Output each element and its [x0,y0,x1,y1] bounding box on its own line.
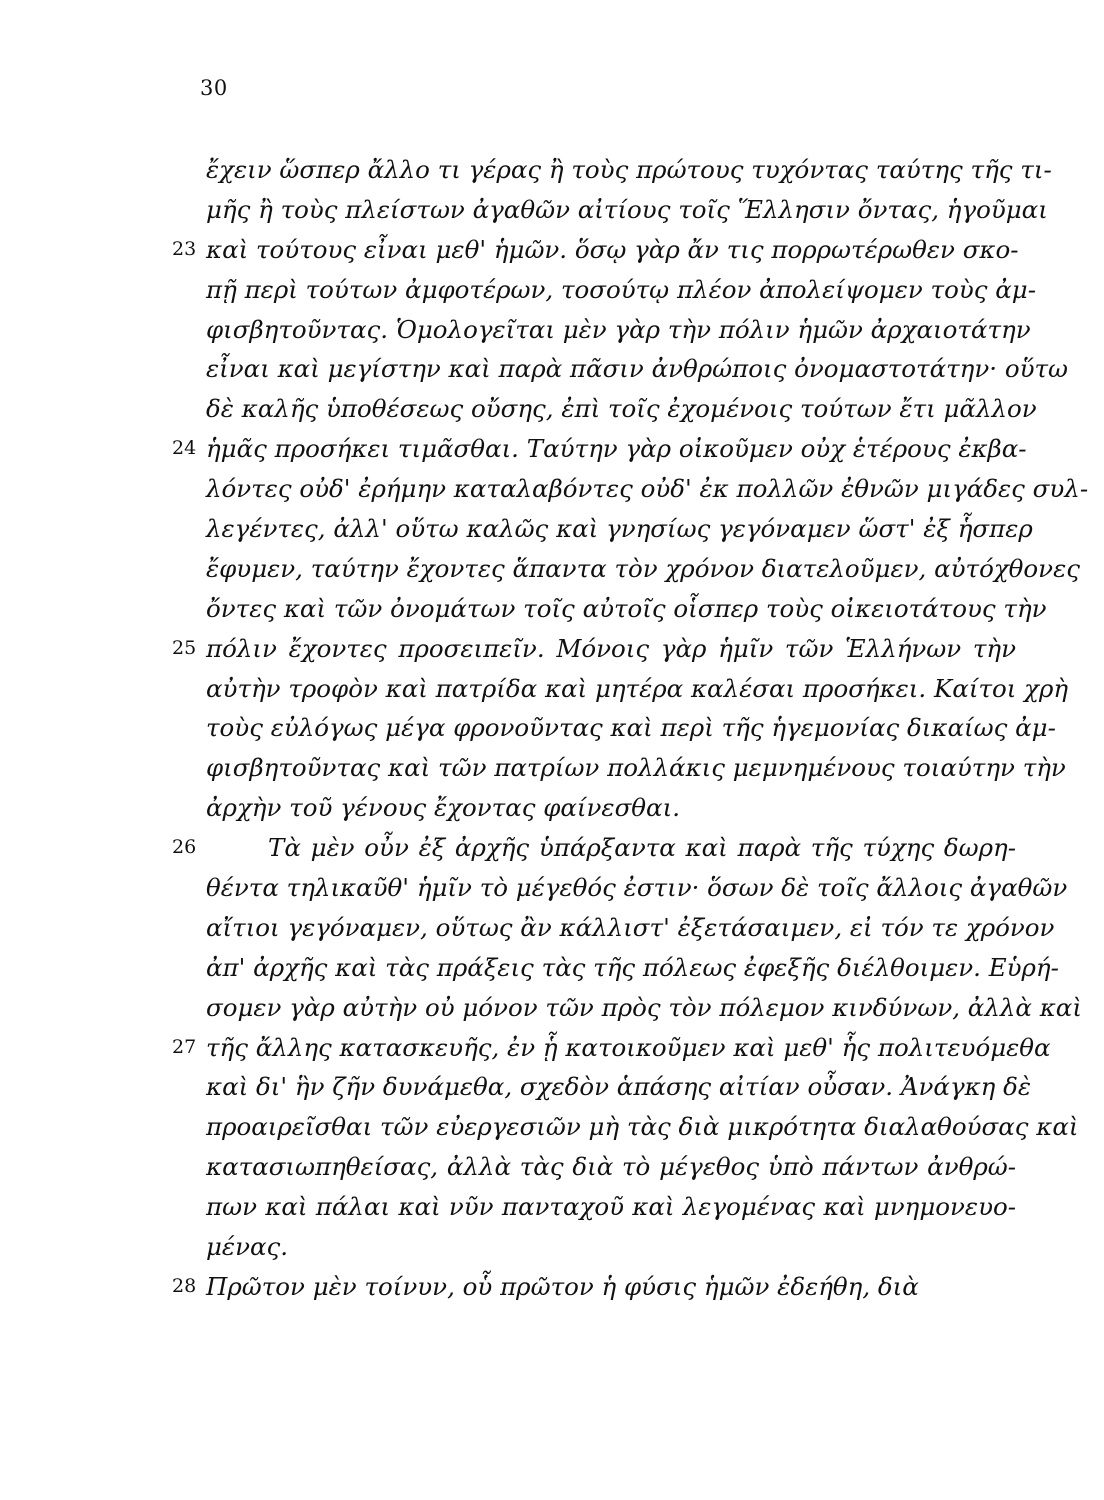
text-line: σομεν γὰρ αὐτὴν οὐ μόνον τῶν πρὸς τὸν πόλεμον κινδύνων, ἀλλὰ καὶ [206,992,1082,1022]
text-line: δὲ καλῆς ὑποθέσεως οὔσης, ἐπὶ τοῖς ἐχομένοις τούτων ἔτι μᾶλλον [206,394,1037,424]
text-line: ἀπ' ἀρχῆς καὶ τὰς πράξεις τὰς τῆς πόλεως ἐφεξῆς διέλθοιμεν. Εὑρή- [206,952,1059,982]
text-line: ἀρχὴν τοῦ γένους ἔχοντας φαίνεσθαι. [206,793,680,823]
text-line: ἔχειν ὥσπερ ἄλλο τι γέρας ἢ τοὺς πρώτους τυχόντας ταύτης τῆς τι- [206,155,1052,184]
section-number: 27 [172,1036,197,1058]
text-line: τοὺς εὐλόγως μέγα φρονοῦντας καὶ περὶ τῆς ἡγεμονίας δικαίως ἀμ- [206,713,1056,743]
text-line: πῇ περὶ τούτων ἀμφοτέρων, τοσούτῳ πλέον ἀπολείψομεν τοὺς ἀμ- [206,274,1036,304]
text-line: καὶ δι' ἣν ζῆν δυνάμεθα, σχεδὸν ἁπάσης αἰτίαν οὖσαν. Ἀνάγκη δὲ [206,1072,1032,1102]
text-line: μῆς ἢ τοὺς πλείστων ἀγαθῶν αἰτίους τοῖς Ἕλλησιν ὄντας, ἡγοῦμαι [206,194,1048,224]
text-line: φισβητοῦντας. Ὁμολογεῖται μὲν γὰρ τὴν πόλιν ἡμῶν ἀρχαιοτάτην [206,314,1031,344]
section-number: 28 [172,1275,197,1297]
section-number: 25 [172,637,197,659]
page-number: 30 [200,76,228,100]
text-line: τῆς ἄλλης κατασκευῆς, ἐν ᾗ κατοικοῦμεν καὶ μεθ' ἧς πολιτευόμεθα [206,1032,1051,1062]
text-line: ἔφυμεν, ταύτην ἔχοντες ἅπαντα τὸν χρόνον διατελοῦμεν, αὐτόχθονες [206,553,1080,583]
text-line: ὄντες καὶ τῶν ὀνομάτων τοῖς αὐτοῖς οἷσπερ τοὺς οἰκειοτάτους τὴν [206,593,1047,623]
text-line: αὐτὴν τροφὸν καὶ πατρίδα καὶ μητέρα καλέσαι προσήκει. Καίτοι χρὴ [206,673,1069,703]
text-line: πόλιν ἔχοντες προσειπεῖν. Μόνοις γὰρ ἡμῖν τῶν Ἑλλήνων τὴν [206,633,1016,663]
text-line: εἶναι καὶ μεγίστην καὶ παρὰ πᾶσιν ἀνθρώποις ὀνομαστοτάτην· οὕτω [206,354,1068,384]
section-number: 24 [172,437,197,459]
text-line: καὶ τούτους εἶναι μεθ' ἡμῶν. ὅσῳ γὰρ ἄν τις πορρωτέρωθεν σκο- [206,234,1019,264]
text-line: προαιρεῖσθαι τῶν εὐεργεσιῶν μὴ τὰς διὰ μικρότητα διαλαθούσας καὶ [206,1112,1079,1142]
section-number: 23 [172,238,197,260]
text-line: Τὰ μὲν οὖν ἐξ ἀρχῆς ὑπάρξαντα καὶ παρὰ τῆς τύχης δωρη- [268,833,1016,863]
greek-text-body [206,150,1089,1307]
section-number: 26 [172,836,197,858]
text-line: μένας. [206,1232,289,1262]
text-line: λεγέντες, ἀλλ' οὕτω καλῶς καὶ γνησίως γεγόναμεν ὥστ' ἐξ ἧσπερ [206,514,1033,544]
text-line: πων καὶ πάλαι καὶ νῦν πανταχοῦ καὶ λεγομένας καὶ μνημονευο- [206,1192,1016,1222]
text-line: ἡμᾶς προσήκει τιμᾶσθαι. Ταύτην γὰρ οἰκοῦμεν οὐχ ἑτέρους ἐκβα- [206,434,1027,464]
text-line: κατασιωπηθείσας, ἀλλὰ τὰς διὰ τὸ μέγεθος ὑπὸ πάντων ἀνθρώ- [206,1152,1016,1182]
text-line: θέντα τηλικαῦθ' ἡμῖν τὸ μέγεθός ἐστιν· ὅσων δὲ τοῖς ἄλλοις ἀγαθῶν [206,873,1068,903]
text-line: αἴτιοι γεγόναμεν, οὕτως ἂν κάλλιστ' ἐξετάσαιμεν, εἰ τόν τε χρόνον [206,912,1055,942]
text-line: Πρῶτον μὲν τοίνυν, οὗ πρῶτον ἡ φύσις ἡμῶν ἐδεήθη, διὰ [206,1271,919,1301]
text-line: λόντες οὐδ' ἐρήμην καταλαβόντες οὐδ' ἐκ πολλῶν ἐθνῶν μιγάδες συλ- [206,474,1089,504]
text-line: φισβητοῦντας καὶ τῶν πατρίων πολλάκις μεμνημένους τοιαύτην τὴν [206,753,1066,783]
